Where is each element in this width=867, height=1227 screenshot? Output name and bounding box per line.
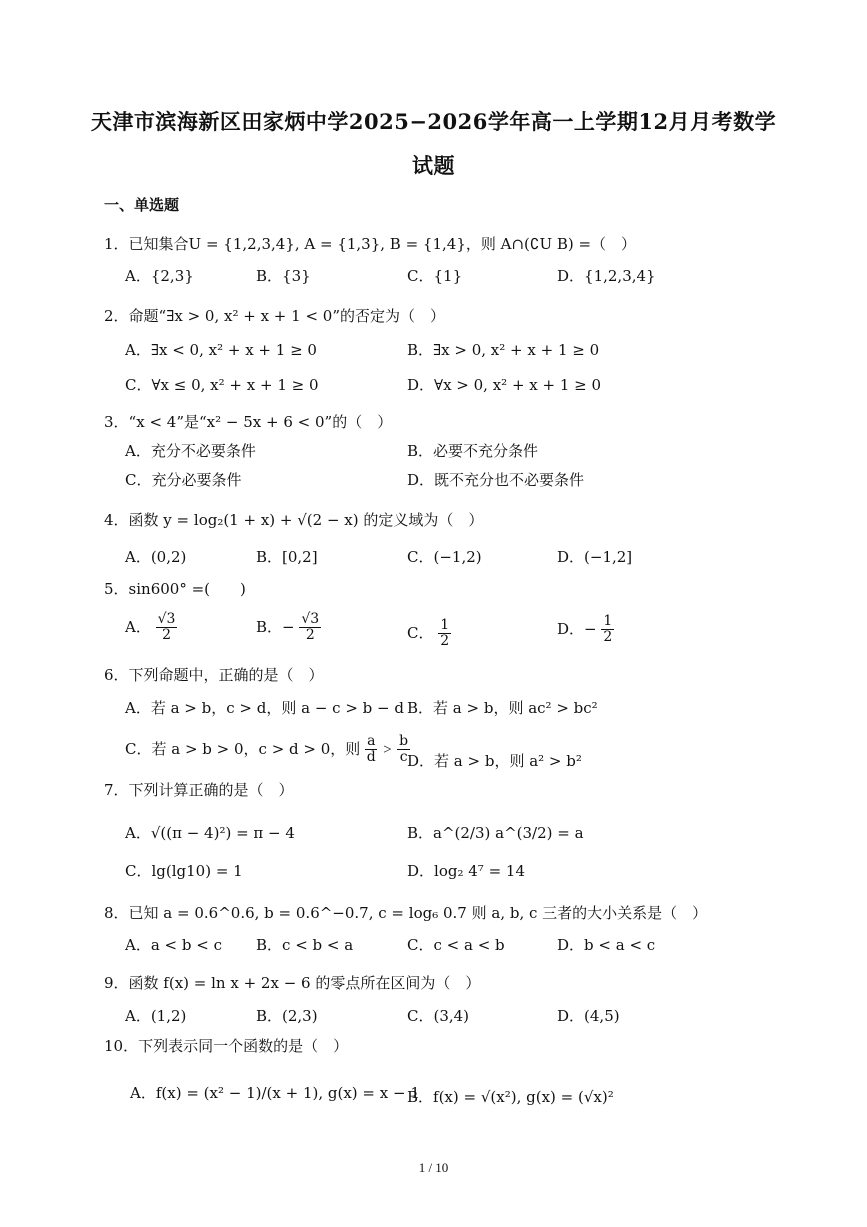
question-9-option-d: D．(4,5) xyxy=(557,1007,620,1025)
question-6-stem: 6．下列命题中，正确的是（ ） xyxy=(104,666,324,684)
question-10-stem: 10．下列表示同一个函数的是（ ） xyxy=(104,1037,349,1055)
question-2-option-d: D．∀x > 0, x² + x + 1 ≥ 0 xyxy=(407,376,602,394)
question-3-option-c: C．充分必要条件 xyxy=(125,471,242,489)
fraction: $\frac{1}{2}$ xyxy=(440,617,450,650)
question-7-option-c: C．lg(lg10) = 1 xyxy=(125,862,243,880)
question-9-option-a: A．(1,2) xyxy=(125,1007,187,1025)
question-6-option-a: A．若 a > b，c > d，则 a − c > b − d xyxy=(125,699,404,717)
question-7-option-a: A．√((π − 4)²) = π − 4 xyxy=(125,824,295,842)
option-label: A． xyxy=(125,617,151,636)
question-4-option-a: A．(0,2) xyxy=(125,548,187,566)
question-3-option-b: B．必要不充分条件 xyxy=(407,442,539,460)
exam-title-line1: 天津市滨海新区田家炳中学2025−2026学年高一上学期12月月考数学 xyxy=(90,109,777,134)
question-3-option-a: A．充分不必要条件 xyxy=(125,442,256,460)
question-8-stem: 8．已知 a = 0.6^0.6, b = 0.6^−0.7, c = log₆ 0.7 则 a, b, c 三者的大小关系是（ ） xyxy=(104,904,708,922)
question-1-option-a: A．{2,3} xyxy=(125,267,194,285)
question-9-option-b: B．(2,3) xyxy=(256,1007,318,1025)
option-label: C．若 a > b > 0，c > d > 0，则 xyxy=(125,739,361,758)
fraction: $\frac{√3}{2}$ xyxy=(157,611,176,644)
question-6-option-b: B．若 a > b，则 ac² > bc² xyxy=(407,699,598,717)
question-1-option-c: C．{1} xyxy=(407,267,463,285)
question-3-option-d: D．既不充分也不必要条件 xyxy=(407,471,585,489)
question-8-option-a: A．a < b < c xyxy=(125,936,222,954)
question-10-option-a: A．f(x) = (x² − 1)/(x + 1), g(x) = x − 1 xyxy=(130,1084,420,1102)
question-8-option-b: B．c < b < a xyxy=(256,936,354,954)
question-1-option-d: D．{1,2,3,4} xyxy=(557,267,656,285)
question-2-option-a: A．∃x < 0, x² + x + 1 ≥ 0 xyxy=(125,341,317,359)
question-4-option-b: B．[0,2] xyxy=(256,548,318,566)
fraction-b-over-c: $\frac{b}{c}$ xyxy=(399,733,409,766)
question-2-option-b: B．∃x > 0, x² + x + 1 ≥ 0 xyxy=(407,341,600,359)
option-label: C． xyxy=(407,623,434,642)
question-6-option-c xyxy=(125,734,410,766)
question-6-option-d: D．若 a > b，则 a² > b² xyxy=(407,752,582,770)
question-4-option-c: C．(−1,2) xyxy=(407,548,482,566)
exam-title-line2: 试题 xyxy=(412,153,455,178)
fraction-a-over-d: $\frac{a}{d}$ xyxy=(366,733,376,766)
question-5-option-d xyxy=(557,614,614,646)
question-9-stem: 9．函数 f(x) = ln x + 2x − 6 的零点所在区间为（ ） xyxy=(104,974,481,992)
question-4-option-d: D．(−1,2] xyxy=(557,548,633,566)
question-8-option-d: D．b < a < c xyxy=(557,936,656,954)
question-5-stem: 5．sin600° =( ) xyxy=(104,580,246,598)
option-label: D．− xyxy=(557,619,597,638)
question-5-option-a xyxy=(125,612,177,644)
question-9-option-c: C．(3,4) xyxy=(407,1007,470,1025)
question-1-option-b: B．{3} xyxy=(256,267,311,285)
question-7-option-b: B．a^(2/3) a^(3/2) = a xyxy=(407,824,584,842)
fraction: $\frac{√3}{2}$ xyxy=(301,611,320,644)
page-number: 1 / 10 xyxy=(418,1160,449,1175)
question-1-stem: 1．已知集合U = {1,2,3,4}, A = {1,3}, B = {1,4}，则 A∩(∁U B) =（ ） xyxy=(104,235,637,253)
question-2-option-c: C．∀x ≤ 0, x² + x + 1 ≥ 0 xyxy=(125,376,319,394)
fraction: $\frac{1}{2}$ xyxy=(603,613,613,646)
question-7-stem: 7．下列计算正确的是（ ） xyxy=(104,781,294,799)
question-5-option-c xyxy=(407,618,451,650)
greater-than-sign: > xyxy=(382,741,393,758)
question-5-option-b xyxy=(256,612,321,644)
question-7-option-d: D．log₂ 4⁷ = 14 xyxy=(407,862,525,880)
option-label: B．− xyxy=(256,617,295,636)
section-heading: 一、单选题 xyxy=(104,196,180,214)
question-8-option-c: C．c < a < b xyxy=(407,936,505,954)
question-10-option-b: B．f(x) = √(x²), g(x) = (√x)² xyxy=(407,1088,614,1106)
question-4-stem: 4．函数 y = log₂(1 + x) + √(2 − x) 的定义域为（ ） xyxy=(104,511,484,529)
question-3-stem: 3．“x < 4”是“x² − 5x + 6 < 0”的（ ） xyxy=(104,413,393,431)
question-2-stem: 2．命题“∃x > 0, x² + x + 1 < 0”的否定为（ ） xyxy=(104,307,445,325)
